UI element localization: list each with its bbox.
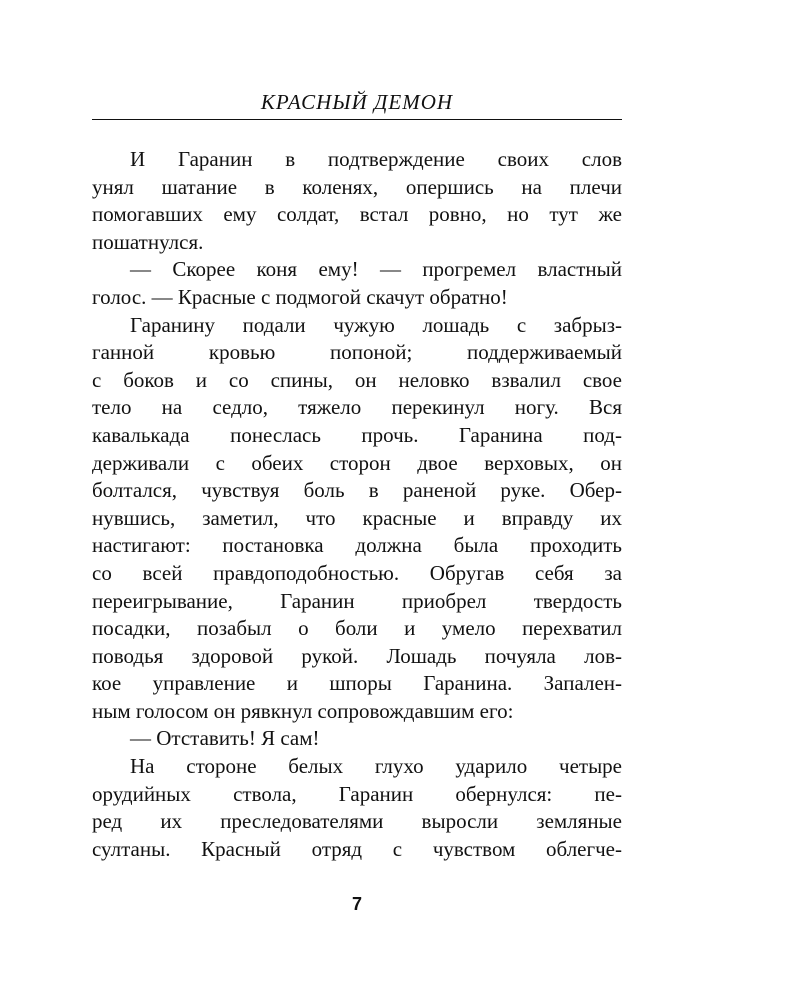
- text-line: — Отставить! Я сам!: [130, 726, 320, 751]
- header-divider: [92, 119, 622, 120]
- paragraph: [92, 146, 622, 256]
- paragraph: [92, 256, 622, 311]
- text-line: Гаранину подали чужую лошадь с забрыз-: [130, 312, 622, 337]
- text-line: ред их преследователями выросли земляные: [92, 809, 622, 834]
- body-text: [92, 146, 622, 863]
- paragraph: [92, 753, 622, 863]
- text-line: настигают: постановка должна была проходить: [92, 533, 622, 558]
- text-line: со всей правдоподобностью. Обругав себя за: [92, 560, 622, 585]
- text-line: султаны. Красный отряд с чувством облегче-: [92, 836, 622, 861]
- text-line: болтался, чувствуя боль в раненой руке. Обер-: [92, 478, 622, 503]
- text-line: На стороне белых глухо ударило четыре: [130, 754, 622, 779]
- text-line: ным голосом он рявкнул сопровождавшим его:: [92, 698, 514, 723]
- text-line: орудийных ствола, Гаранин обернулся: пе-: [92, 781, 622, 806]
- paragraph: [92, 312, 622, 726]
- text-line: И Гаранин в подтверждение своих слов: [130, 147, 622, 171]
- page-number: 7: [351, 894, 362, 914]
- text-line: кое управление и шпоры Гаранина. Запален-: [92, 671, 622, 696]
- text-line: помогавших ему солдат, встал ровно, но тут же: [92, 202, 622, 227]
- text-line: поводья здоровой рукой. Лошадь почуяла лов-: [92, 643, 622, 668]
- text-line: нувшись, заметил, что красные и вправду их: [92, 505, 622, 530]
- text-line: кавалькада понеслась прочь. Гаранина под-: [92, 422, 622, 447]
- text-line: тело на седло, тяжело перекинул ногу. Вся: [92, 395, 622, 420]
- text-line: ганной кровью попоной; поддерживаемый: [92, 340, 622, 365]
- text-line: держивали с обеих сторон двое верховых, он: [92, 450, 622, 475]
- text-line: посадки, позабыл о боли и умело перехватил: [92, 616, 622, 641]
- text-line: пошатнулся.: [92, 229, 204, 254]
- text-line: унял шатание в коленях, опершись на плечи: [92, 174, 622, 199]
- text-line: с боков и со спины, он неловко взвалил свое: [92, 367, 622, 392]
- running-header-title: КРАСНЫЙ ДЕМОН: [260, 90, 454, 114]
- paragraph: [92, 725, 622, 753]
- text-line: — Скорее коня ему! — прогремел властный: [130, 257, 622, 282]
- text-line: голос. — Красные с подмогой скачут обратно!: [92, 284, 508, 309]
- text-line: переигрывание, Гаранин приобрел твердость: [92, 588, 622, 613]
